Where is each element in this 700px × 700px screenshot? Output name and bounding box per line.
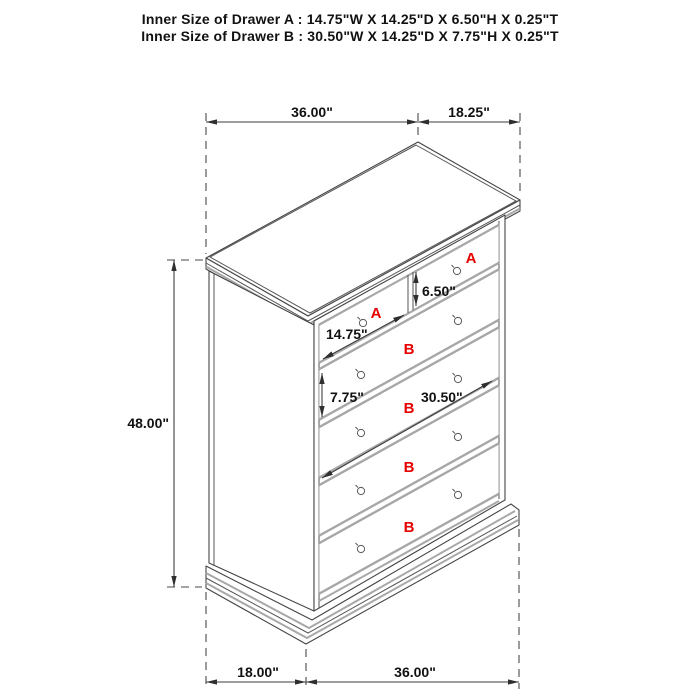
drawer-b-height-value: 7.75" (330, 389, 364, 405)
height-dimension (127, 260, 174, 587)
drawer-b-width-value: 30.50" (421, 389, 463, 405)
chest-left-side-panel (209, 271, 314, 611)
drawer-a-width-value: 14.75" (326, 326, 368, 342)
bottom-width-value: 36.00" (394, 664, 436, 680)
top-width-value: 36.00" (291, 104, 333, 120)
drawer-a-height-value: 6.50" (422, 283, 456, 299)
label-drawer-b2: B (403, 400, 415, 417)
label-drawer-b1: B (403, 341, 415, 358)
label-drawer-a-right: A (465, 250, 477, 267)
label-drawer-b4: B (403, 519, 415, 536)
bottom-width-dimension (306, 664, 519, 682)
label-drawer-a-left: A (370, 305, 382, 322)
drawer-a-size-text: Inner Size of Drawer A : 14.75"W X 14.25"D X 6.50"H X 0.25"T (141, 11, 559, 27)
bottom-depth-dimension (206, 664, 306, 682)
top-width-dimension (206, 104, 418, 122)
label-drawer-b3: B (403, 459, 415, 476)
drawer-b-size-text: Inner Size of Drawer B : 30.50"W X 14.25"D X 7.75"H X 0.25"T (141, 28, 559, 44)
bottom-depth-value: 18.00" (237, 664, 279, 680)
top-depth-dimension (418, 104, 520, 122)
height-value: 48.00" (127, 415, 169, 431)
top-depth-value: 18.25" (448, 104, 490, 120)
